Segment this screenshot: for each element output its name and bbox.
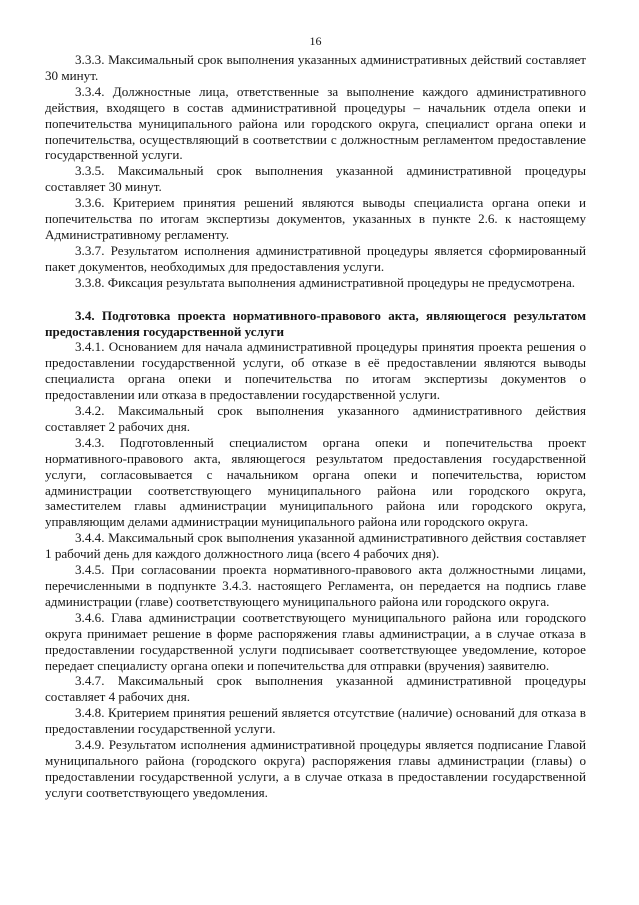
document-body (45, 52, 586, 801)
paragraph-3-4-9: 3.4.9. Результатом исполнения административной процедуры является подписание Главой муниципального района (городского округа) распоряжения главы администрации (главы) о предоставлении государственной услуги, а в случае отказа в предоставлении государственной услуги соответствующего уведомления. (45, 737, 586, 800)
paragraph-3-4-2: 3.4.2. Максимальный срок выполнения указанного административного действия составляет 2 рабочих дня. (45, 403, 586, 434)
section-gap (45, 291, 586, 308)
paragraph-3-4-7: 3.4.7. Максимальный срок выполнения указанной административной процедуры составляет 4 рабочих дня. (45, 673, 586, 705)
page-number: 16 (309, 34, 322, 48)
paragraph-3-3-4: 3.3.4. Должностные лица, ответственные за выполнение каждого административного действия, входящего в состав административной процедуры – начальник отдела опеки и попечительства муниципального района или городского округа, специалист органа опеки и попечительства, осуществляющий в соответствии с должностным регламентом предоставление государственной услуги. (45, 83, 586, 163)
paragraph-3-4-1: 3.4.1. Основанием для начала административной процедуры принятия проекта решения о предоставлении государственной услуги, об отказе в её предоставлении являются выводы специалиста органа опеки и попечительства по итогам экспертизы документов о предоставлении или отказа в предоставлении государственной услуги. (45, 339, 586, 403)
document-page (45, 0, 586, 905)
paragraph-3-3-8: 3.3.8. Фиксация результата выполнения административной процедуры не предусмотрена. (75, 274, 576, 290)
paragraph-3-3-5: 3.3.5. Максимальный срок выполнения указанной административной процедуры составляет 30 минут. (45, 163, 586, 195)
paragraph-3-3-7: 3.3.7. Результатом исполнения административной процедуры является сформированный пакет документов, необходимых для предоставления услуги. (45, 242, 586, 274)
paragraph-3-4-4: 3.4.4. Максимальный срок выполнения указанной административного действия составляет 1 рабочий день для каждого должностного лица (всего 4 рабочих дня). (45, 530, 586, 562)
paragraph-3-4-8: 3.4.8. Критерием принятия решений является отсутствие (наличие) оснований для отказа в предоставлении государственной услуги. (45, 705, 586, 737)
paragraph-3-4-5: 3.4.5. При согласовании проекта нормативного-правового акта должностными лицами, перечисленными в подпункте 3.4.3. настоящего Регламента, он передается на подпись главе администрации (главе) соответствующего муниципального района или городского округа. (45, 562, 586, 609)
paragraph-3-4-3: 3.4.3. Подготовленный специалистом органа опеки и попечительства проект нормативного-правового акта, являющегося результатом предоставления государственной услуги, согласовывается с начальником органа опеки и попечительства, юристом администрации соответствующего муниципального района или городского округа, заместителем главы администрации муниципального района или городского округа, управляющим делами администрации муниципального района или городского округа. (45, 434, 586, 530)
paragraph-3-4-6: 3.4.6. Глава администрации соответствующего муниципального района или городского округа принимает решение в форме распоряжения главы администрации, а в случае отказа в предоставлении государственной услуги подписывает соответствующее уведомление, которое передает специалисту органа опеки и попечительства для отправки (вручения) заявителю. (45, 609, 586, 673)
paragraph-3-3-6: 3.3.6. Критерием принятия решений являются выводы специалиста органа опеки и попечительства по итогам экспертизы документов, указанных в пункте 2.6. к настоящему Административному регламенту. (45, 195, 586, 242)
section-heading-3-4: 3.4. Подготовка проекта нормативного-правового акта, являющегося результатом предоставления государственной услуги (45, 307, 586, 339)
paragraph-3-3-3: 3.3.3. Максимальный срок выполнения указанных административных действий составляет 30 минут. (45, 52, 586, 83)
